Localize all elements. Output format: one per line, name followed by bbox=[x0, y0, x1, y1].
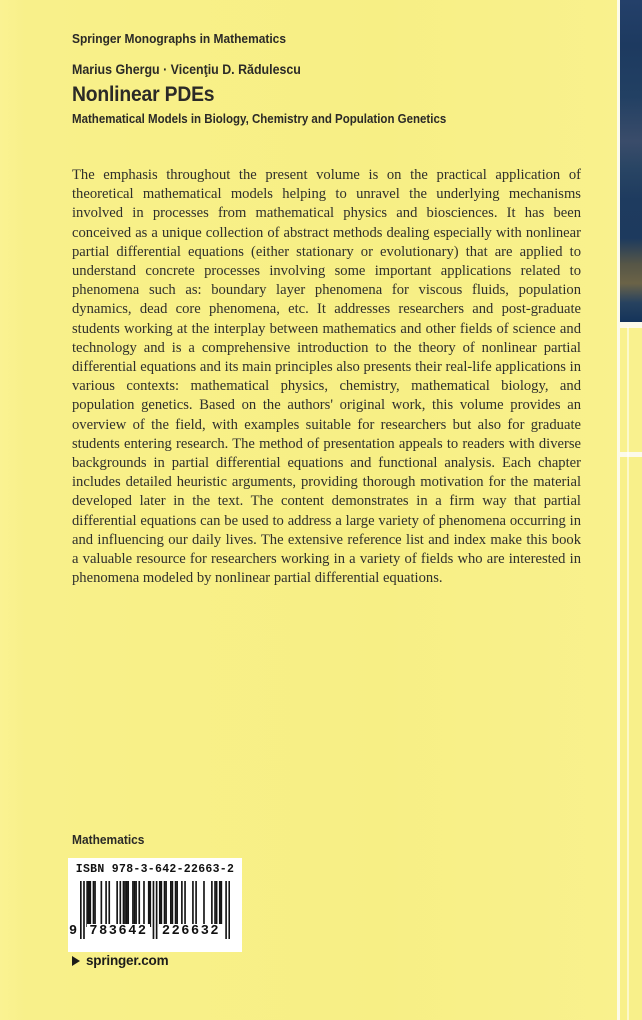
book-subtitle: Mathematical Models in Biology, Chemistry and Population Genetics bbox=[72, 112, 447, 126]
front-cover-sliver bbox=[620, 0, 642, 322]
ean-first-digit: 9 bbox=[69, 924, 78, 939]
authors-line: Marius Ghergu · Vicenţiu D. Rădulescu bbox=[72, 62, 301, 77]
category-label: Mathematics bbox=[72, 832, 145, 847]
back-cover-description: The emphasis throughout the present volume is on the practical application of theoretical mathematical models helping to unravel the underlying mechanisms involved in processes from mathematical physics and biosciences. It has been conceived as a unique collection of abstract methods dealing especially with nonlinear partial differential equations (either stationary or evolutionary) that are applied to understand concrete processes involving some important applications related to phenomena such as: boundary layer phenomena for viscous fluids, population dynamics, dead core phenomena, etc. It addresses researchers and post-graduate students working at the interplay between mathematics and other fields of science and technology and is a comprehensive introduction to the theory of nonlinear partial differential equations and its main principles also presents their real-life applications in various contexts: mathematical physics, chemistry, mathematical biology, and population genetics. Based on the authors' original work, this volume provides an overview of the field, with examples suitable for researchers but also for graduate students entering research. The method of presentation appeals to readers with diverse backgrounds in partial differential equations and functional analysis. Each chapter includes detailed heuristic arguments, providing thorough motivation for the material developed later in the text. The content demonstrates in a firm way that partial differential equations can be used to address a large variety of phenomena occurring in and influencing our daily lives. The extensive reference list and index make this book a valuable resource for researchers working in a variety of fields who are interested in phenomena modeled by nonlinear partial differential equations. bbox=[72, 167, 581, 587]
series-title: Springer Monographs in Mathematics bbox=[72, 31, 286, 46]
yellow-cover-sliver bbox=[620, 457, 642, 1020]
yellow-cover-sliver bbox=[620, 328, 642, 452]
ean-left-group: 783642 bbox=[87, 924, 150, 939]
ean-digits-row bbox=[68, 924, 242, 940]
publisher-url: springer.com bbox=[86, 953, 169, 968]
publisher-url-line bbox=[72, 953, 168, 968]
cover-edge-divider bbox=[617, 0, 620, 1020]
book-title: Nonlinear PDEs bbox=[72, 83, 215, 106]
isbn-label: ISBN 978-3-642-22663-2 bbox=[75, 863, 235, 876]
adjacent-covers-strip bbox=[620, 0, 642, 1020]
isbn-barcode-box bbox=[68, 858, 242, 952]
cover-edge-crease bbox=[627, 327, 629, 1020]
arrow-icon bbox=[72, 956, 80, 966]
ean-right-group: 226632 bbox=[159, 924, 223, 939]
